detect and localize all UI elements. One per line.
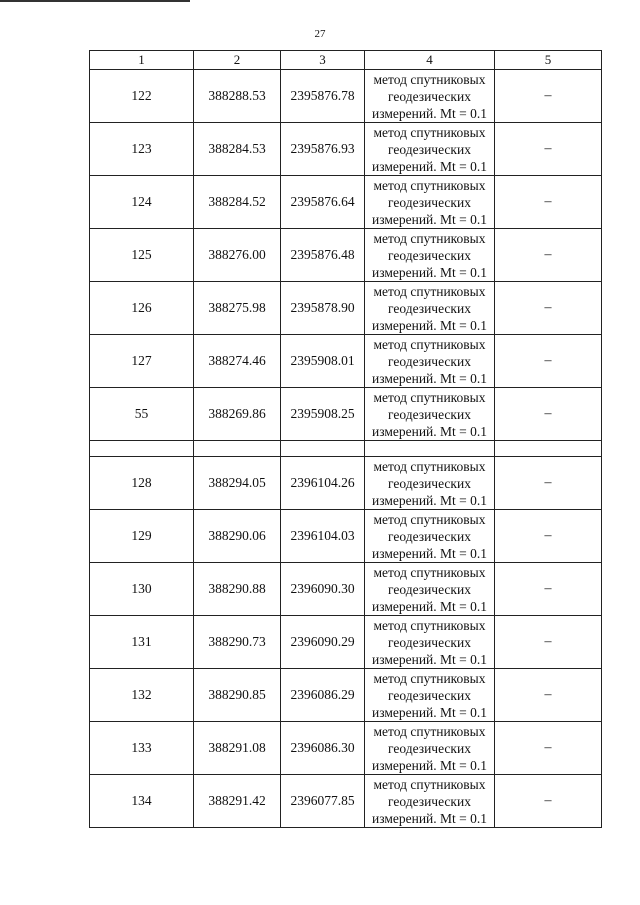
method-line: измерений. Mt = 0.1 (371, 317, 488, 333)
method-line: геодезических (388, 88, 471, 104)
point-number-cell: 131 (90, 616, 194, 669)
method-line: метод спутниковых (373, 336, 486, 352)
x-coordinate-cell: 388291.42 (194, 775, 281, 828)
y-coordinate-cell: 2396086.30 (281, 722, 365, 775)
header-cell: 4 (365, 51, 495, 70)
table-row (90, 123, 602, 176)
method-line: измерений. Mt = 0.1 (371, 105, 488, 121)
dash-cell: – (495, 563, 602, 616)
empty-cell (194, 441, 281, 457)
y-coordinate-cell: 2395876.48 (281, 229, 365, 282)
method-line: измерений. Mt = 0.1 (371, 810, 488, 826)
method-line: геодезических (388, 475, 471, 491)
x-coordinate-cell: 388275.98 (194, 282, 281, 335)
table-row (90, 669, 602, 722)
method-line: измерений. Mt = 0.1 (371, 757, 488, 773)
dash-cell: – (495, 616, 602, 669)
method-line: метод спутниковых (373, 177, 486, 193)
method-cell (365, 669, 495, 722)
method-line: метод спутниковых (373, 71, 486, 87)
method-line: метод спутниковых (373, 617, 486, 633)
method-cell (365, 616, 495, 669)
header-row (90, 51, 602, 70)
method-line: метод спутниковых (373, 283, 486, 299)
dash-cell: – (495, 669, 602, 722)
method-line: геодезических (388, 528, 471, 544)
table-row (90, 616, 602, 669)
dash-cell: – (495, 282, 602, 335)
method-line: измерений. Mt = 0.1 (371, 598, 488, 614)
x-coordinate-cell: 388269.86 (194, 388, 281, 441)
method-line: геодезических (388, 581, 471, 597)
method-line: метод спутниковых (373, 124, 486, 140)
y-coordinate-cell: 2395908.25 (281, 388, 365, 441)
x-coordinate-cell: 388284.52 (194, 176, 281, 229)
method-cell (365, 457, 495, 510)
y-coordinate-cell: 2395876.78 (281, 70, 365, 123)
x-coordinate-cell: 388290.06 (194, 510, 281, 563)
method-cell (365, 123, 495, 176)
method-line: геодезических (388, 194, 471, 210)
method-line: геодезических (388, 300, 471, 316)
table-row (90, 722, 602, 775)
y-coordinate-cell: 2395908.01 (281, 335, 365, 388)
empty-cell (281, 441, 365, 457)
dash-cell: – (495, 510, 602, 563)
x-coordinate-cell: 388284.53 (194, 123, 281, 176)
method-line: геодезических (388, 406, 471, 422)
point-number-cell: 126 (90, 282, 194, 335)
point-number-cell: 133 (90, 722, 194, 775)
x-coordinate-cell: 388290.73 (194, 616, 281, 669)
point-number-cell: 134 (90, 775, 194, 828)
table-row (90, 282, 602, 335)
method-line: геодезических (388, 740, 471, 756)
method-line: метод спутниковых (373, 670, 486, 686)
method-line: измерений. Mt = 0.1 (371, 423, 488, 439)
method-line: геодезических (388, 353, 471, 369)
dash-cell: – (495, 229, 602, 282)
dash-cell: – (495, 457, 602, 510)
point-number-cell: 128 (90, 457, 194, 510)
y-coordinate-cell: 2396090.30 (281, 563, 365, 616)
method-line: метод спутниковых (373, 458, 486, 474)
y-coordinate-cell: 2396104.03 (281, 510, 365, 563)
point-number-cell: 55 (90, 388, 194, 441)
method-line: измерений. Mt = 0.1 (371, 704, 488, 720)
dash-cell: – (495, 388, 602, 441)
dash-cell: – (495, 335, 602, 388)
header-cell: 3 (281, 51, 365, 70)
dash-cell: – (495, 70, 602, 123)
header-cell: 5 (495, 51, 602, 70)
top-rule (0, 0, 190, 2)
point-number-cell: 127 (90, 335, 194, 388)
x-coordinate-cell: 388276.00 (194, 229, 281, 282)
method-line: геодезических (388, 634, 471, 650)
y-coordinate-cell: 2395876.64 (281, 176, 365, 229)
y-coordinate-cell: 2395878.90 (281, 282, 365, 335)
x-coordinate-cell: 388274.46 (194, 335, 281, 388)
x-coordinate-cell: 388291.08 (194, 722, 281, 775)
point-number-cell: 132 (90, 669, 194, 722)
x-coordinate-cell: 388288.53 (194, 70, 281, 123)
method-line: метод спутниковых (373, 776, 486, 792)
method-line: метод спутниковых (373, 564, 486, 580)
method-line: геодезических (388, 687, 471, 703)
method-line: измерений. Mt = 0.1 (371, 370, 488, 386)
method-cell (365, 510, 495, 563)
header-cell: 1 (90, 51, 194, 70)
method-line: измерений. Mt = 0.1 (371, 158, 488, 174)
point-number-cell: 129 (90, 510, 194, 563)
x-coordinate-cell: 388290.88 (194, 563, 281, 616)
method-line: измерений. Mt = 0.1 (371, 651, 488, 667)
coordinates-table (89, 50, 602, 828)
method-line: измерений. Mt = 0.1 (371, 545, 488, 561)
table-row (90, 388, 602, 441)
table-row (90, 457, 602, 510)
method-line: геодезических (388, 793, 471, 809)
method-cell (365, 70, 495, 123)
method-line: метод спутниковых (373, 511, 486, 527)
method-line: измерений. Mt = 0.1 (371, 264, 488, 280)
point-number-cell: 130 (90, 563, 194, 616)
x-coordinate-cell: 388294.05 (194, 457, 281, 510)
dash-cell: – (495, 123, 602, 176)
table-row (90, 510, 602, 563)
table-row (90, 229, 602, 282)
method-cell (365, 335, 495, 388)
method-line: метод спутниковых (373, 389, 486, 405)
y-coordinate-cell: 2396077.85 (281, 775, 365, 828)
method-cell (365, 563, 495, 616)
method-line: геодезических (388, 247, 471, 263)
table-row (90, 176, 602, 229)
y-coordinate-cell: 2396086.29 (281, 669, 365, 722)
y-coordinate-cell: 2396104.26 (281, 457, 365, 510)
table-row (90, 70, 602, 123)
method-cell (365, 229, 495, 282)
method-cell (365, 775, 495, 828)
table-row (90, 335, 602, 388)
point-number-cell: 123 (90, 123, 194, 176)
header-cell: 2 (194, 51, 281, 70)
table-row (90, 775, 602, 828)
y-coordinate-cell: 2395876.93 (281, 123, 365, 176)
point-number-cell: 122 (90, 70, 194, 123)
dash-cell: – (495, 722, 602, 775)
method-line: измерений. Mt = 0.1 (371, 211, 488, 227)
point-number-cell: 124 (90, 176, 194, 229)
method-line: метод спутниковых (373, 230, 486, 246)
empty-cell (365, 441, 495, 457)
empty-cell (495, 441, 602, 457)
separator-row (90, 441, 602, 457)
y-coordinate-cell: 2396090.29 (281, 616, 365, 669)
method-cell (365, 282, 495, 335)
method-line: измерений. Mt = 0.1 (371, 492, 488, 508)
x-coordinate-cell: 388290.85 (194, 669, 281, 722)
method-cell (365, 722, 495, 775)
dash-cell: – (495, 176, 602, 229)
method-cell (365, 388, 495, 441)
dash-cell: – (495, 775, 602, 828)
empty-cell (90, 441, 194, 457)
method-line: геодезических (388, 141, 471, 157)
method-line: метод спутниковых (373, 723, 486, 739)
method-cell (365, 176, 495, 229)
page-number: 27 (314, 28, 326, 40)
point-number-cell: 125 (90, 229, 194, 282)
table-row (90, 563, 602, 616)
